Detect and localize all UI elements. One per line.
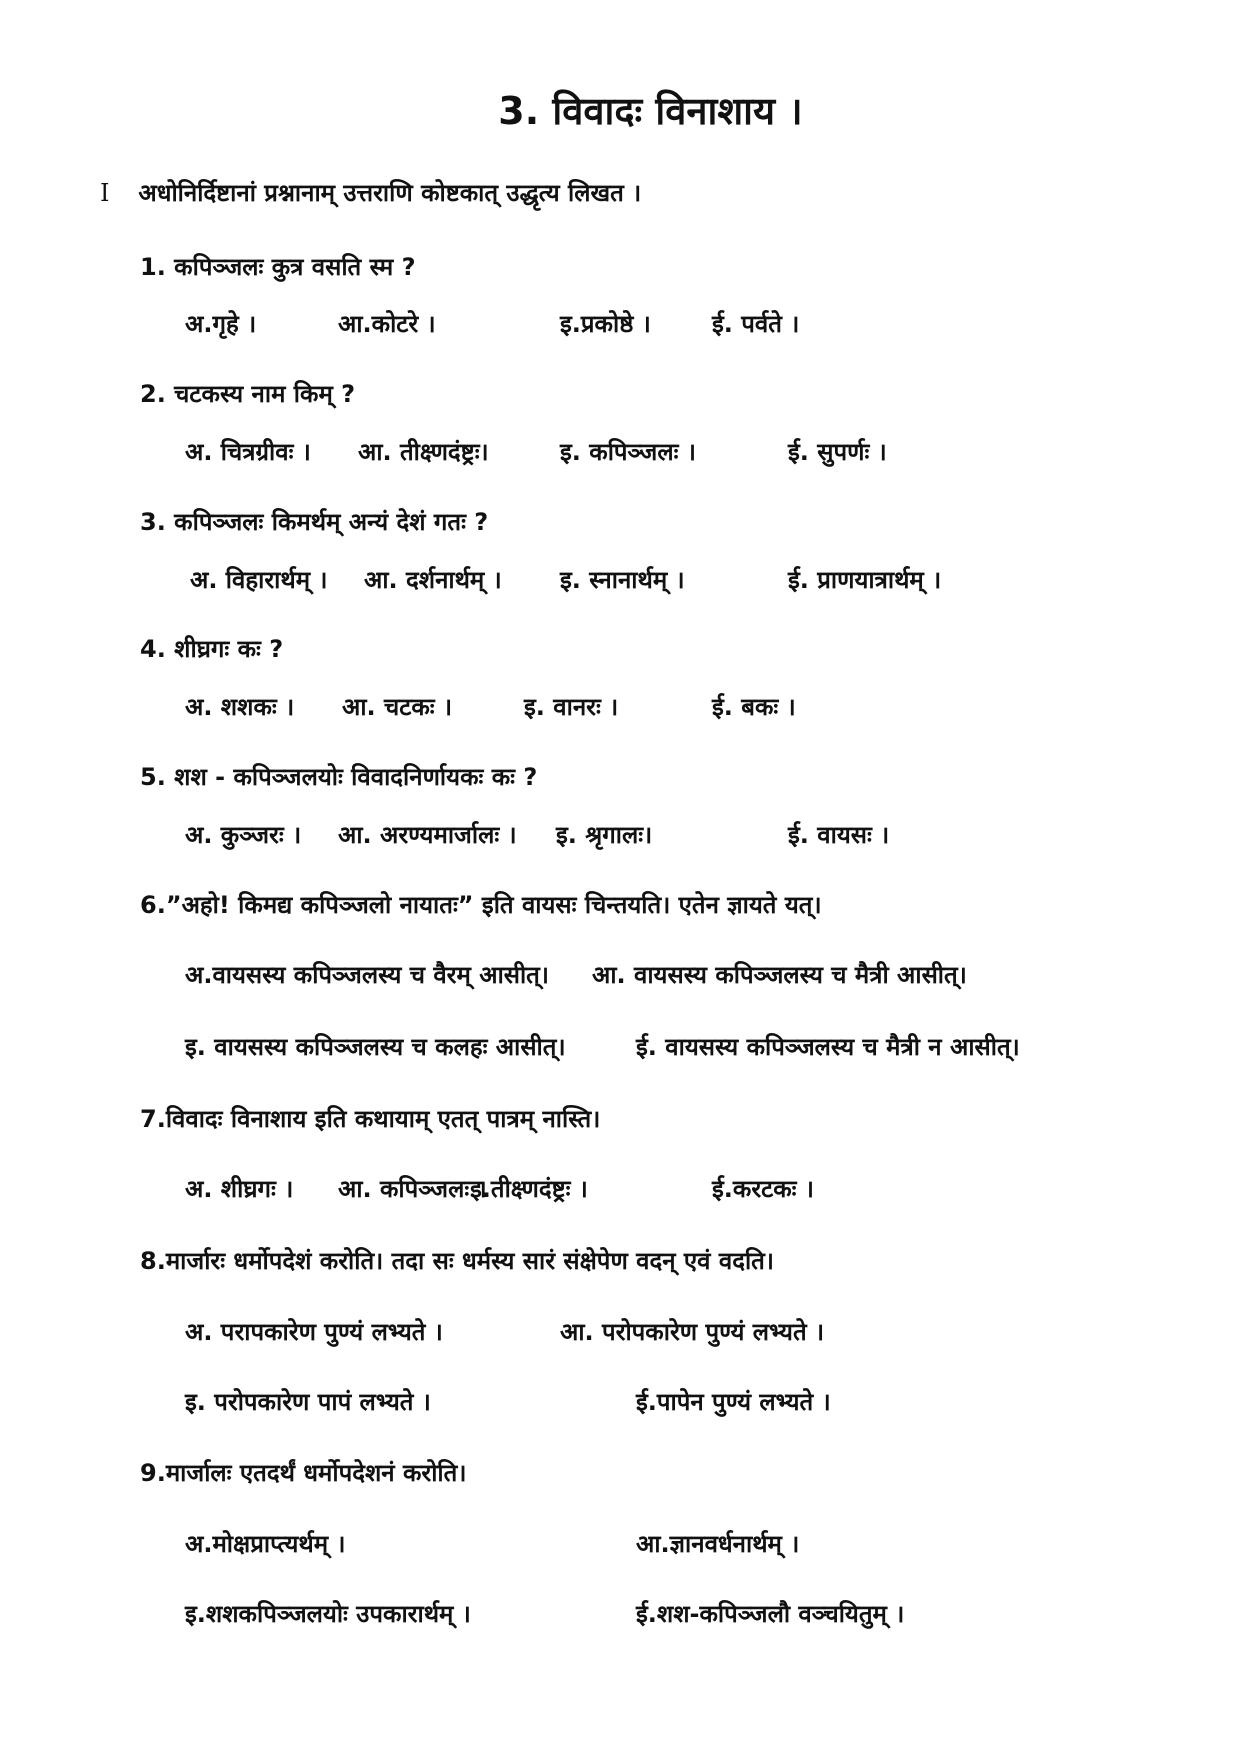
question-8: 8.मार्जारः धर्मोपदेशं करोति। तदा सः धर्मस्य सारं संक्षेपेण वदन् एवं वदति।: [140, 1247, 774, 1275]
q4-option-ii: ई. बकः ।: [712, 693, 796, 721]
q7-option-ii: ई.करटकः ।: [712, 1175, 814, 1203]
q3-option-ii: ई. प्राणयात्रार्थम् ।: [788, 566, 942, 594]
q3-option-i: इ. स्नानार्थम् ।: [560, 566, 685, 594]
q6-option-aa: आ. वायसस्य कपिञ्जलस्य च मैत्री आसीत्।: [592, 961, 967, 989]
q8-option-a: अ. परापकारेण पुण्यं लभ्यते ।: [185, 1318, 443, 1346]
q9-option-ii: ई.शश-कपिञ्जलौ वञ्चयितुम् ।: [636, 1600, 905, 1628]
instruction-text: अधोनिर्दिष्टानां प्रश्नानाम् उत्तराणि कोष्टकात् उद्धृत्य लिखत ।: [138, 179, 642, 207]
q1-option-ii: ई. पर्वते ।: [712, 310, 800, 338]
q1-option-a: अ.गृहे ।: [185, 310, 257, 338]
q3-option-a: अ. विहारार्थम् ।: [190, 566, 328, 594]
q5-option-a: अ. कुञ्जरः ।: [185, 821, 302, 849]
q8-option-i: इ. परोपकारेण पापं लभ्यते ।: [185, 1388, 431, 1416]
q5-option-i: इ. श्रृगालः।: [556, 821, 653, 849]
q6-option-ii: ई. वायसस्य कपिञ्जलस्य च मैत्री न आसीत्।: [636, 1033, 1020, 1061]
q4-option-a: अ. शशकः ।: [185, 693, 295, 721]
q6-option-i: इ. वायसस्य कपिञ्जलस्य च कलहः आसीत्।: [185, 1033, 566, 1061]
q1-option-aa: आ.कोटरे ।: [338, 310, 436, 338]
q4-option-i: इ. वानरः ।: [524, 693, 619, 721]
q3-option-aa: आ. दर्शनार्थम् ।: [364, 566, 502, 594]
question-9: 9.मार्जालः एतदर्थं धर्मोपदेशनं करोति।: [140, 1459, 467, 1487]
question-4: 4. शीघ्रगः कः ?: [140, 635, 284, 663]
instruction-marker: I: [100, 179, 110, 207]
question-5: 5. शश - कपिञ्जलयोः विवादनिर्णायकः कः ?: [140, 763, 538, 791]
q8-option-ii: ई.पापेन पुण्यं लभ्यते ।: [636, 1388, 831, 1416]
question-7: 7.विवादः विनाशाय इति कथायाम् एतत् पात्रम् नास्ति।: [140, 1105, 601, 1133]
q7-option-i: इ.तीक्ष्णदंष्ट्रः ।: [470, 1175, 588, 1203]
q1-option-i: इ.प्रकोष्ठे ।: [560, 310, 651, 338]
q2-option-a: अ. चित्रग्रीवः ।: [185, 438, 311, 466]
q9-option-a: अ.मोक्षप्राप्त्यर्थम् ।: [185, 1530, 346, 1558]
question-3: 3. कपिञ्जलः किमर्थम् अन्यं देशं गतः ?: [140, 508, 489, 536]
page-title: 3. विवादः विनाशाय ।: [498, 89, 803, 133]
q7-option-a: अ. शीघ्रगः ।: [185, 1175, 294, 1203]
q9-option-aa: आ.ज्ञानवर्धनार्थम् ।: [636, 1530, 800, 1558]
q2-option-i: इ. कपिञ्जलः ।: [560, 438, 696, 466]
question-2: 2. चटकस्य नाम किम् ?: [140, 380, 356, 408]
q2-option-ii: ई. सुपर्णः ।: [788, 438, 887, 466]
instruction: [100, 176, 641, 209]
q9-option-i: इ.शशकपिञ्जलयोः उपकारार्थम् ।: [185, 1600, 471, 1628]
q8-option-aa: आ. परोपकारेण पुण्यं लभ्यते ।: [560, 1318, 825, 1346]
q6-option-a: अ.वायसस्य कपिञ्जलस्य च वैरम् आसीत्।: [185, 961, 549, 989]
q5-option-ii: ई. वायसः ।: [788, 821, 890, 849]
question-1: 1. कपिञ्जलः कुत्र वसति स्म ?: [140, 253, 416, 281]
q2-option-aa: आ. तीक्ष्णदंष्ट्रः।: [358, 438, 489, 466]
q7-option-aa: आ. कपिञ्जलः ।: [338, 1175, 487, 1203]
question-6: 6.”अहो! किमद्य कपिञ्जलो नायातः” इति वायसः चिन्तयति। एतेन ज्ञायते यत्।: [140, 891, 822, 919]
q4-option-aa: आ. चटकः ।: [342, 693, 453, 721]
q5-option-aa: आ. अरण्यमार्जालः ।: [338, 821, 517, 849]
